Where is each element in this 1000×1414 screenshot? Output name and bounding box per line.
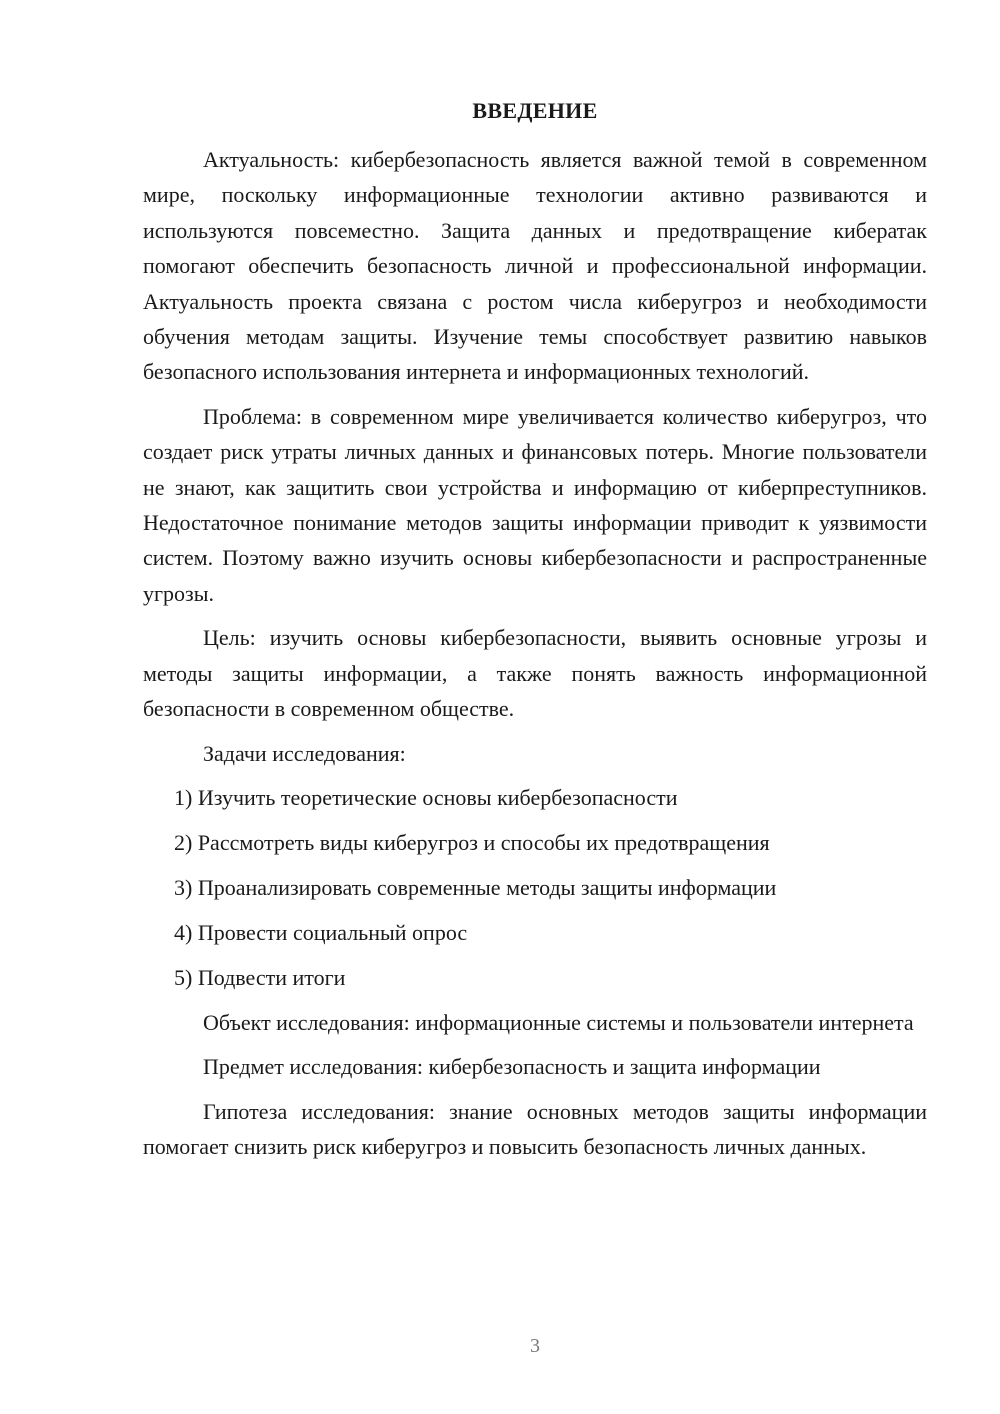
list-item: 5) Подвести итоги <box>174 964 346 990</box>
document-body <box>143 142 927 1174</box>
tasks-list <box>143 780 927 995</box>
paragraph-subject: Предмет исследования: кибербезопасность и защита информации <box>203 1054 821 1080</box>
list-item: 3) Проанализировать современные методы защиты информации <box>174 874 777 900</box>
page-number: 3 <box>530 1335 540 1357</box>
paragraph-problem: Проблема: в современном мире увеличивается количество киберугроз, что создает риск утраты личных данных и финансовых потерь. Многие пользователи не знают, как защитить свои устройства и информацию от киберпреступников. Недостаточное понимание методов защиты информации приводит к уязвимости систем. Поэтому важно изучить основы кибербезопасности и распространенные угрозы. <box>143 403 927 606</box>
paragraph-goal: Цель: изучить основы кибербезопасности, выявить основные угрозы и методы защиты информации, а также понять важность информационной безопасности в современном обществе. <box>143 625 927 722</box>
paragraph-relevance: Актуальность: кибербезопасность является важной темой в современном мире, поскольку информационные технологии активно развиваются и используются повсеместно. Защита данных и предотвращение кибератак помогают обеспечить безопасность личной и профессиональной информации. Актуальность проекта связана с ростом числа киберугроз и необходимости обучения методам защиты. Изучение темы способствует развитию навыков безопасного использования интернета и информационных технологий. <box>143 147 927 385</box>
list-item: 2) Рассмотреть виды киберугроз и способы их предотвращения <box>174 829 770 855</box>
page-title: ВВЕДЕНИЕ <box>472 98 598 123</box>
paragraph-object: Объект исследования: информационные системы и пользователи интернета <box>203 1009 914 1035</box>
list-item: 4) Провести социальный опрос <box>174 919 468 945</box>
tasks-heading: Задачи исследования: <box>203 740 406 766</box>
document-page <box>143 0 927 1414</box>
paragraph-hypothesis: Гипотеза исследования: знание основных методов защиты информации помогает снизить риск киберугроз и повысить безопасность личных данных. <box>143 1098 927 1160</box>
list-item: 1) Изучить теоретические основы кибербезопасности <box>174 784 678 810</box>
